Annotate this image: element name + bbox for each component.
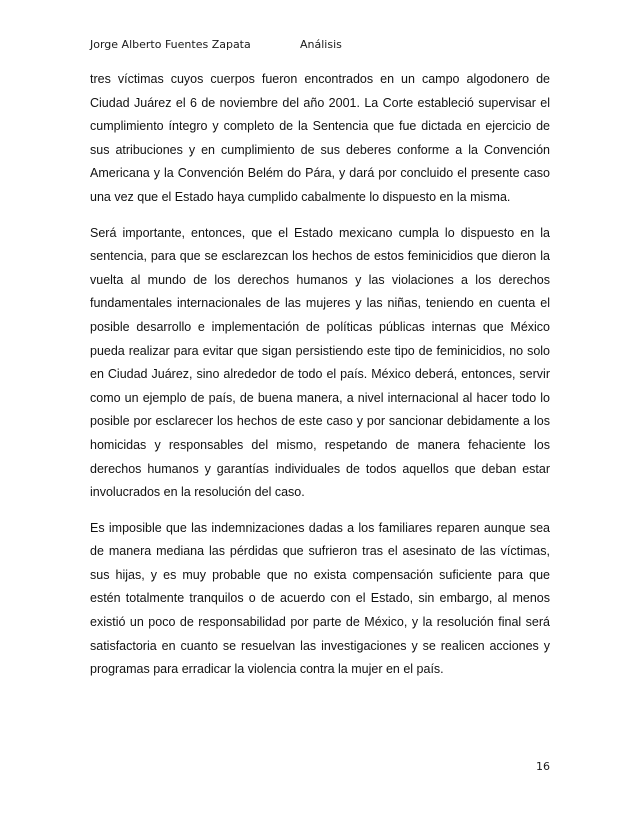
body-text bbox=[90, 68, 550, 694]
page-header bbox=[90, 38, 550, 56]
paragraph-3: Es imposible que las indemnizaciones dadas a los familiares reparen aunque sea de manera mediana las pérdidas que sufrieron tras el asesinato de las víctimas, sus hijas, y es muy probable que no exista compensación suficiente para que estén totalmente tranquilos o de acuerdo con el Estado, sin embargo, al menos existió un poco de responsabilidad por parte de México, y la resolución final será satisfactoria en cuanto se resuelvan las investigaciones y se realicen acciones y programas para erradicar la violencia contra la mujer en el país. bbox=[90, 520, 550, 677]
paragraph-1: tres víctimas cuyos cuerpos fueron encontrados en un campo algodonero de Ciudad Juárez el 6 de noviembre del año 2001. La Corte estableció supervisar el cumplimiento íntegro y completo de la Sentencia que fue dictada en ejercicio de sus atribuciones y en cumplimiento de sus deberes conforme a la Convención Americana y la Convención Belém do Pára, y dará por concluido el presente caso una vez que el Estado haya cumplido cabalmente lo dispuesto en la misma. bbox=[90, 72, 550, 204]
paragraph-2: Será importante, entonces, que el Estado mexicano cumpla lo dispuesto en la sentencia, para que se esclarezcan los hechos de estos feminicidios que dieron la vuelta al mundo de los derechos humanos y las violaciones a los derechos fundamentales internacionales de las mujeres y las niñas, teniendo en cuenta el posible desarrollo e implementación de políticas públicas internas que México pueda realizar para evitar que sigan persistiendo este tipo de feminicidios, no solo en Ciudad Juárez, sino alrededor de todo el país. México deberá, entonces, servir como un ejemplo de país, de buena manera, a nivel internacional al hacer todo lo posible por esclarecer los hechos de este caso y por sancionar debidamente a los homicidas y responsables del mismo, respetando de manera fehaciente los derechos humanos y garantías individuales de todos aquellos que deban estar involucrados en la resolución del caso. bbox=[90, 225, 550, 500]
header-author: Jorge Alberto Fuentes Zapata bbox=[90, 38, 251, 51]
page-number: 16 bbox=[536, 760, 550, 773]
header-section-title: Análisis bbox=[300, 38, 342, 51]
